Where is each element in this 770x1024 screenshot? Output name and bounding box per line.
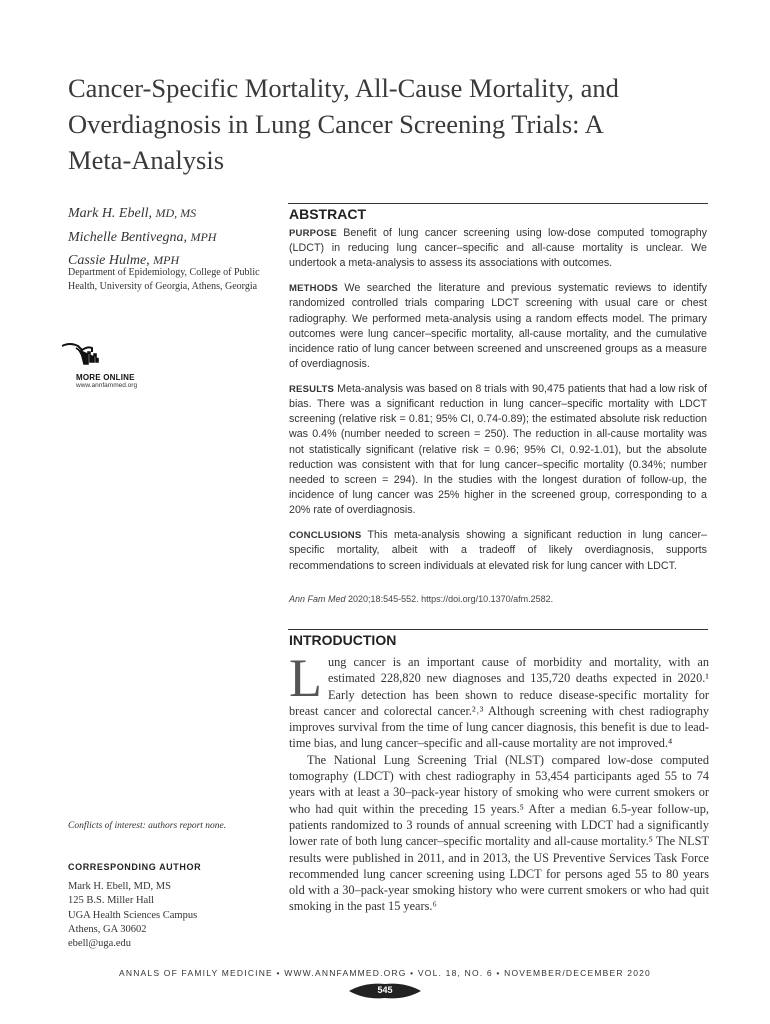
doi-link[interactable]: 2020;18:545-552. https://doi.org/10.1370/afm.2582. xyxy=(345,594,554,604)
abstract-rule xyxy=(288,203,708,204)
paragraph: Lung cancer is an important cause of morbidity and mortality, with an estimated 228,820 new diagnoses and 135,720 deaths expected in 2020.¹ Early detection has been shown to reduce disease-specific mortality for breast cancer and colorectal cancer.²˒³ Although screening with chest radiography improves survival from the time of lung cancer diagnosis, this benefit is due to lead-time bias, and lung cancer–specific and all-cause mortality are not improved.⁴ xyxy=(289,648,709,751)
affiliation: Department of Epidemiology, College of Public Health, University of Georgia, Athens, Georgia xyxy=(68,267,260,292)
paragraph: The National Lung Screening Trial (NLST) compared low-dose computed tomography (LDCT) with chest radiography in 53,454 participants aged 55 to 74 years with at least a 30–pack-year history of smoking who were current smokers or who had quit within the preceding 15 years.⁵ After a median 6.5-year follow-up, patients randomized to 3 rounds of annual screening with LDCT had a significantly lower rate of both lung cancer–specific mortality and all-cause mortality.⁵ The NLST results were published in 2011, and in 2013, the US Preventive Services Task Force recommended lung cancer screening using LDCT for persons aged 55 to 80 years old with a 30–pack-year smoking history who were current smokers or who had quit smoking in the past 15 years.⁶ xyxy=(289,752,709,914)
journal-footer: ANNALS OF FAMILY MEDICINE • WWW.ANNFAMMED.ORG • VOL. 18, NO. 6 • NOVEMBER/DECEMBER 2020 xyxy=(119,968,651,978)
abstract-body xyxy=(289,226,707,583)
abstract-results: RESULTS Meta-analysis was based on 8 trials with 90,475 patients that had a low risk of bias. There was a significant reduction in lung cancer–specific mortality with LDCT screening (relative risk = 0.81; 95% CI, 0.74-0.89); the estimated absolute risk reduction was 0.4% (number needed to screen = 250). The reduction in all-cause mortality was not statistically significant (relative risk = 0.96; 95% CI, 0.92-1.01), but the absolute reduction was consistent with that for lung cancer–specific mortality (0.34%; number needed to screen = 294). In the studies with the longest duration of follow-up, the incidence of lung cancer was 25% higher in the screened group, corresponding to a 20% rate of overdiagnosis. xyxy=(289,382,707,517)
abstract-conclusions: CONCLUSIONS This meta-analysis showing a significant reduction in lung cancer–specific mortality, albeit with a tradeoff of likely overdiagnosis, supports recommendations to screen individuals at elevated risk for lung cancer with LDCT. xyxy=(289,529,707,572)
more-online-link[interactable] xyxy=(70,340,180,392)
article-title: Cancer-Specific Mortality, All-Cause Mortality, and Overdiagnosis in Lung Cancer Screening Trials: A Meta-Analysis xyxy=(68,73,619,175)
abstract-heading: ABSTRACT xyxy=(289,206,366,222)
introduction-body xyxy=(289,648,709,915)
corresponding-author-info: Mark H. Ebell, MD, MS 125 B.S. Miller Hall UGA Health Sciences Campus Athens, GA 30602 ebell@uga.edu xyxy=(68,880,197,951)
citation: Ann Fam Med 2020;18:545-552. https://doi.org/10.1370/afm.2582. xyxy=(289,594,554,604)
author: Mark H. Ebell, MD, MS xyxy=(68,206,197,221)
abstract-methods: METHODS We searched the literature and previous systematic reviews to identify randomized controlled trials comparing LDCT screening with usual care or chest radiography. We performed meta-analysis using a random effects model. The primary outcomes were lung cancer–specific mortality, all-cause mortality, and the cumulative incidence ratio of lung cancer between screened and unscreened groups as a measure of overdiagnosis. xyxy=(289,282,707,371)
author: Michelle Bentivegna, MPH xyxy=(68,229,217,245)
page-number: 545 xyxy=(377,985,393,995)
author: Cassie Hulme, MPH xyxy=(68,253,180,268)
author-list xyxy=(68,202,268,273)
more-online-label: MORE ONLINE xyxy=(76,373,135,382)
introduction-heading: INTRODUCTION xyxy=(289,632,397,648)
introduction-rule xyxy=(288,629,708,630)
page-number-badge xyxy=(345,980,425,1002)
conflicts-note: Conflicts of interest: authors report none. xyxy=(68,821,227,831)
abstract-purpose: PURPOSE Benefit of lung cancer screening using low-dose computed tomography (LDCT) in reducing lung cancer–specific and all-cause mortality is unclear. We undertook a meta-analysis to assess its associations with outcomes. xyxy=(289,227,707,270)
drop-cap: L xyxy=(289,648,322,708)
email-link[interactable]: ebell@uga.edu xyxy=(68,938,132,950)
corresponding-author-heading: CORRESPONDING AUTHOR xyxy=(68,862,202,872)
more-online-url[interactable]: www.annfammed.org xyxy=(76,382,138,389)
pointing-hand-icon xyxy=(62,340,102,370)
